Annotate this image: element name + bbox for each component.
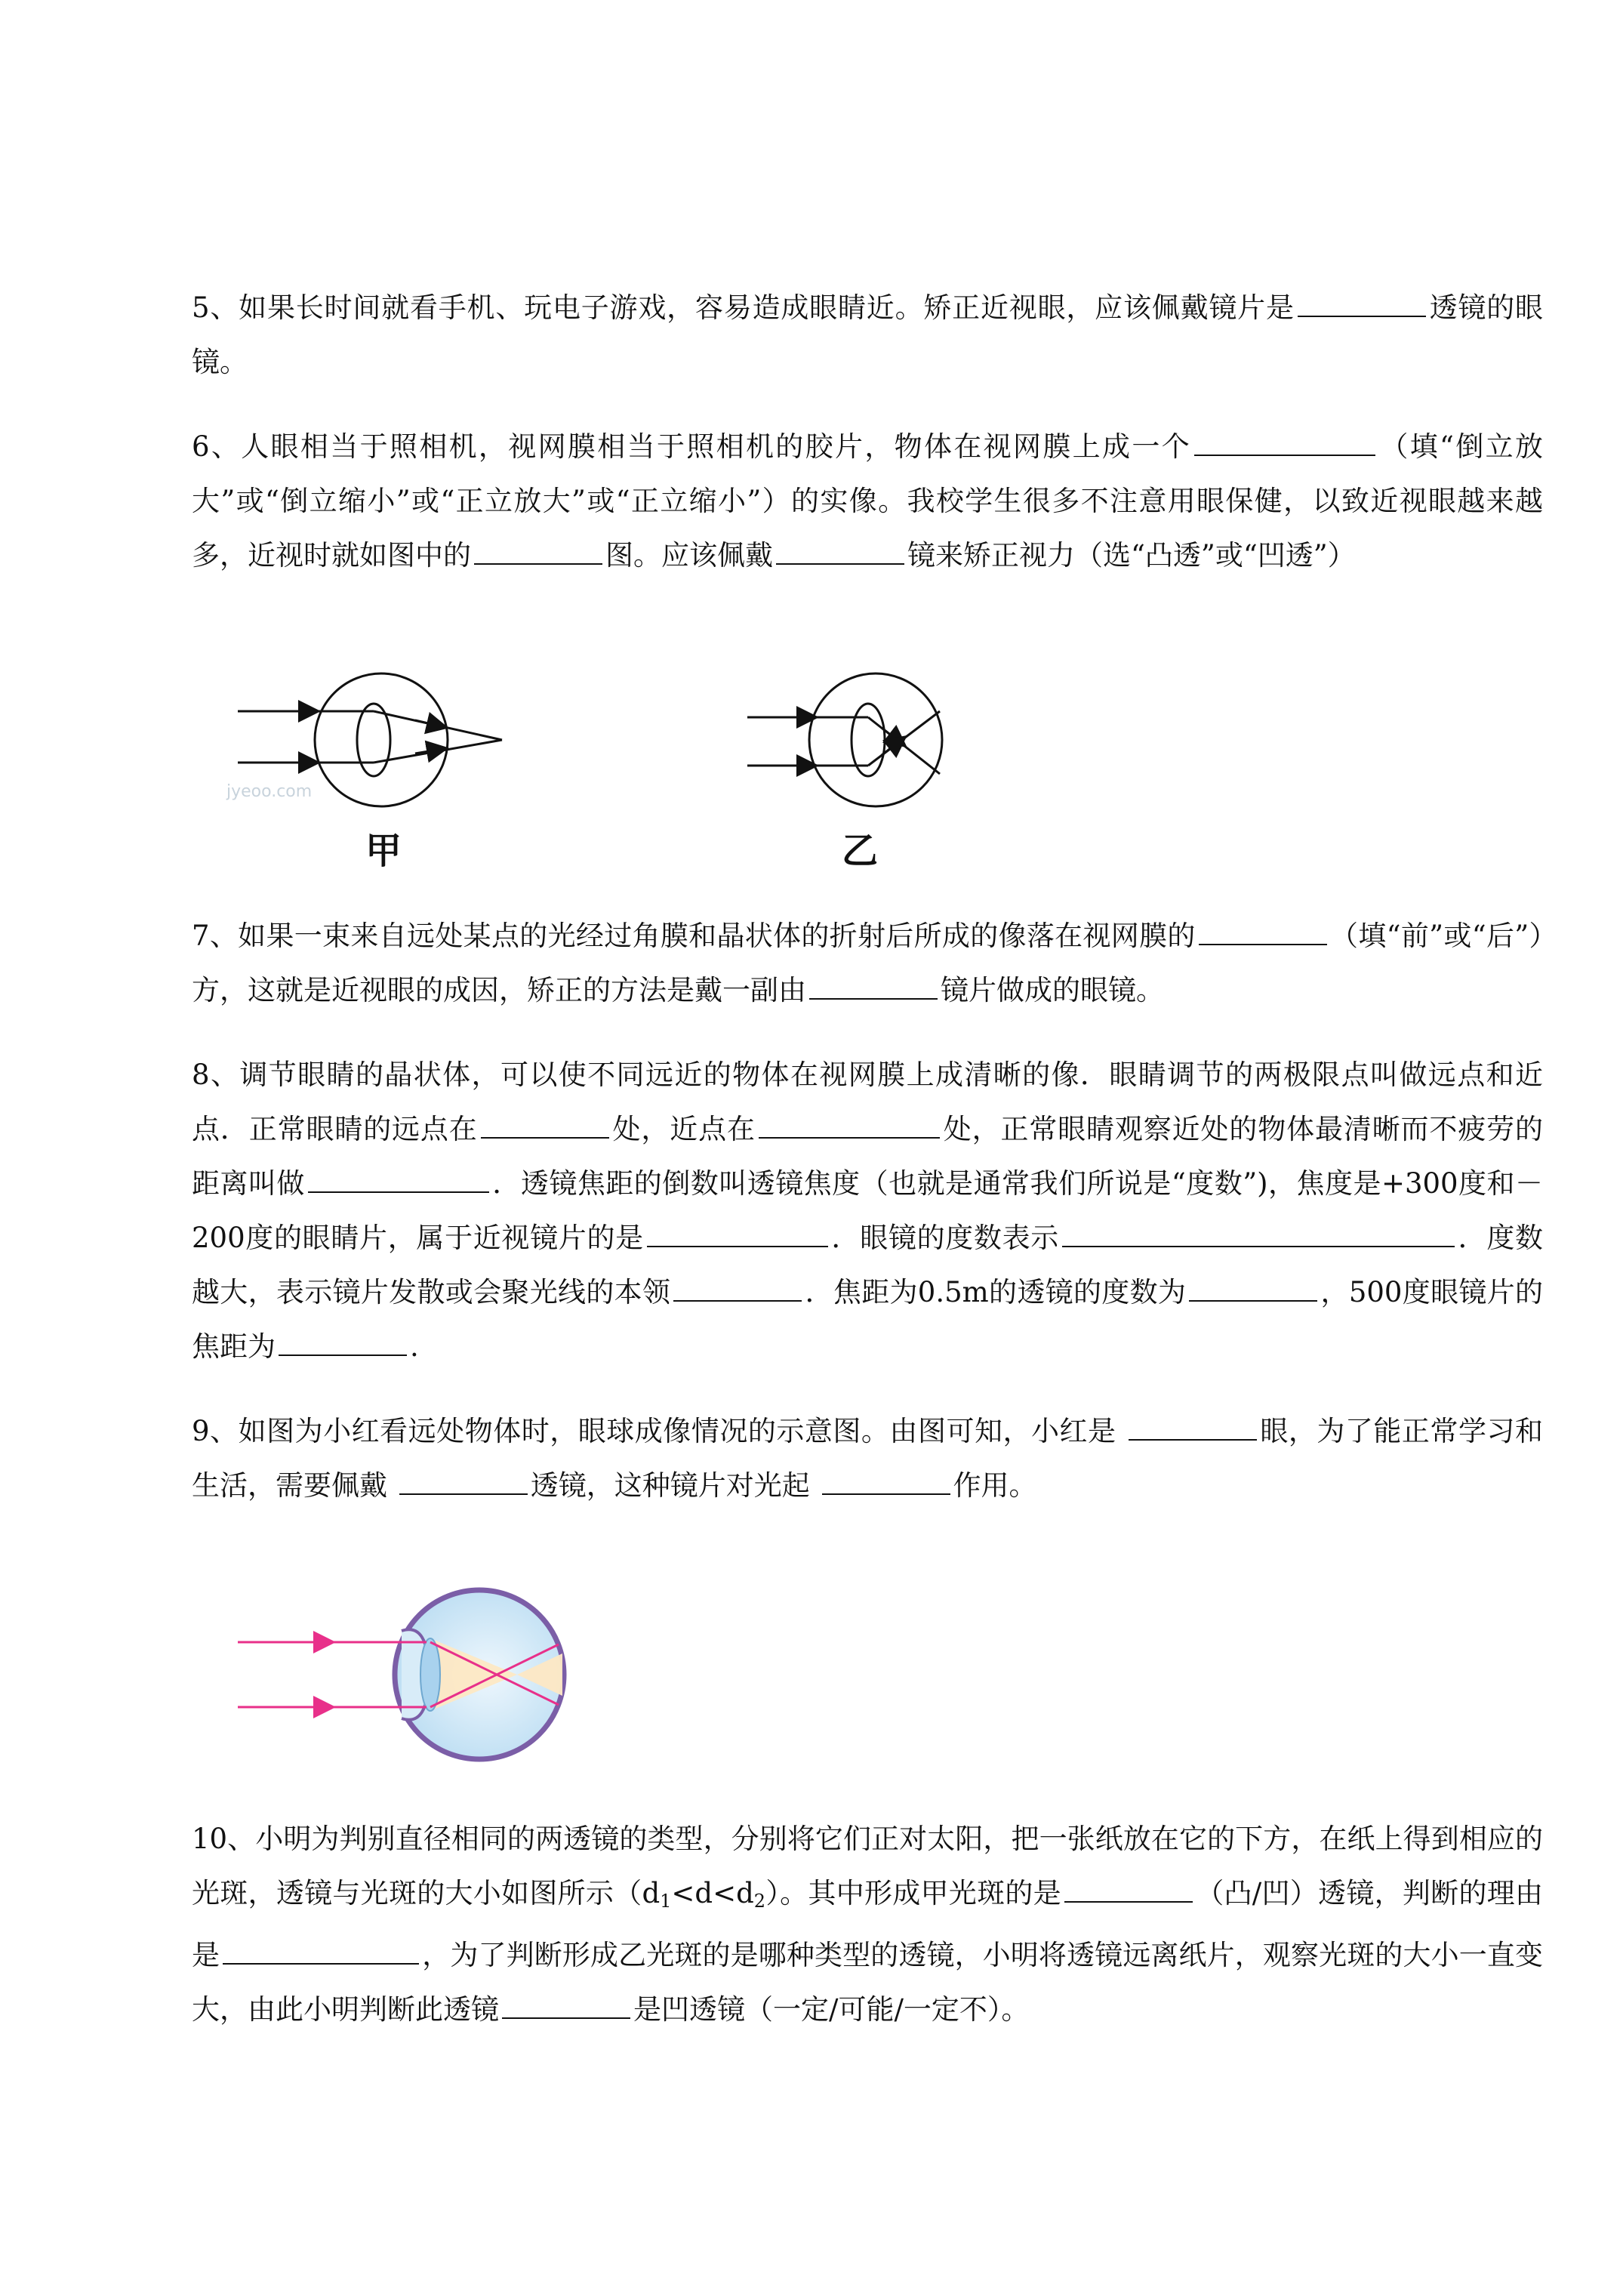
q10-text-3: ）。其中形成甲光斑的是 [765,1877,1061,1909]
q10-text-4: （凸/凹）透镜，判断的理由是 [192,1877,1544,1971]
q8-text-8: ，500度眼镜片的焦距为 [192,1276,1544,1363]
q8-text-5: ．眼镜的度数表示 [830,1222,1059,1254]
q8-text-6: ．度数越大，表示镜片发散或会聚光线的本领 [192,1222,1544,1308]
q8-blank-2[interactable] [759,1110,940,1139]
lens [420,1638,440,1711]
q9-text-3: 透镜，这种镜片对光起 [530,1469,819,1502]
q9-text-4: 作用。 [953,1469,1037,1502]
figure-label-jia: 甲 [365,830,402,872]
q10-text-6: 是凹透镜（一定/可能/一定不）。 [633,1993,1030,2026]
q6-text-2: （填“倒立放大”或“倒立缩小”或“正立放大”或“正立缩小”）的实像。我校学生很多不注意用眼保健，以致近视眼越来越多，近视时就如图中的 [192,430,1543,572]
figure-label-yi: 乙 [842,830,879,872]
q9-text-1: 9、如图为小红看远处物体时，眼球成像情况的示意图。由图可知，小红是 [192,1415,1126,1447]
question-7 [192,909,1543,1018]
eyeball-left [315,673,448,806]
q8-blank-4[interactable] [647,1219,828,1247]
q6-blank-3[interactable] [776,536,904,565]
question-5 [192,281,1543,390]
q10-text-1: 10、小明为判别直径相同的两透镜的类型，分别将它们正对太阳，把一张纸放在它的下方，在纸上得到相应的光斑，透镜与光斑的大小如图所示（d [192,1823,1543,1909]
q10-text-5: ，为了判断形成乙光斑的是哪种类型的透镜，小明将透镜远离纸片，观察光斑的大小一直变大，由此小明判断此透镜 [192,1939,1544,2026]
q8-blank-8[interactable] [279,1327,407,1356]
q6-text-3: 图。应该佩戴 [605,539,773,572]
q9-blank-2[interactable] [399,1466,528,1495]
question-10 [192,1812,1543,2037]
q7-blank-2[interactable] [809,971,938,1000]
q8-blank-3[interactable] [308,1164,489,1193]
q8-blank-6[interactable] [673,1273,802,1302]
q10-blank-2[interactable] [223,1936,419,1965]
q7-text-3: 镜片做成的眼镜。 [941,974,1164,1006]
q8-text-3: 处，正常眼睛观察近处的物体最清晰而不疲劳的距离叫做 [192,1113,1544,1200]
q9-blank-1[interactable] [1129,1412,1257,1441]
q6-blank-2[interactable] [474,536,602,565]
eye-diagrams-figure [226,664,996,876]
watermark: jyeoo.com [226,782,313,801]
q10-subscript-1: 1 [660,1891,672,1912]
q5-text-2: 透镜的眼镜。 [192,291,1544,378]
question-9 [192,1404,1543,1513]
q8-blank-5[interactable] [1062,1219,1455,1247]
q7-text-1: 7、如果一束来自远处某点的光经过角膜和晶状体的折射后所成的像落在视网膜的 [192,920,1196,952]
q5-text-1: 5、如果长时间就看手机、玩电子游戏，容易造成眼睛近。矫正近视眼，应该佩戴镜片是 [192,291,1295,324]
question-8 [192,1048,1543,1374]
eyeball-right [809,673,942,806]
q10-blank-3[interactable] [502,1990,630,2019]
q7-text-2: （填“前”或“后”）方，这就是近视眼的成因，矫正的方法是戴一副由 [192,920,1543,1006]
q7-blank-1[interactable] [1199,917,1327,945]
myopia-eye-figure [226,1578,574,1774]
q8-text-9: . [410,1330,419,1363]
q8-blank-1[interactable] [481,1110,609,1139]
q9-blank-3[interactable] [822,1466,950,1495]
q10-subscript-2: 2 [753,1891,766,1912]
q5-blank-1[interactable] [1298,288,1426,317]
q6-text-4: 镜来矫正视力（选“凸透”或“凹透”） [907,539,1356,572]
q6-blank-1[interactable] [1194,427,1375,456]
question-6 [192,420,1543,583]
q8-text-2: 处，近点在 [611,1113,756,1145]
q10-text-2: <d<d [671,1877,754,1909]
q8-text-1: 8、调节眼睛的晶状体，可以使不同远近的物体在视网膜上成清晰的像．眼睛调节的两极限点叫做远点和近点．正常眼睛的远点在 [192,1059,1543,1145]
q8-text-4: ．透镜焦距的倒数叫透镜焦度（也就是通常我们所说是“度数”)，焦度是+300度和－200度的眼睛片，属于近视镜片的是 [192,1167,1544,1254]
q9-text-2: 眼，为了能正常学习和生活，需要佩戴 [192,1415,1543,1502]
q8-text-7: ．焦距为0.5m的透镜的度数为 [805,1276,1187,1308]
q6-text-1: 6、人眼相当于照相机，视网膜相当于照相机的胶片，物体在视网膜上成一个 [192,430,1192,463]
q8-blank-7[interactable] [1189,1273,1317,1302]
eye-diagram-right [747,673,942,806]
q10-blank-1[interactable] [1064,1874,1193,1903]
